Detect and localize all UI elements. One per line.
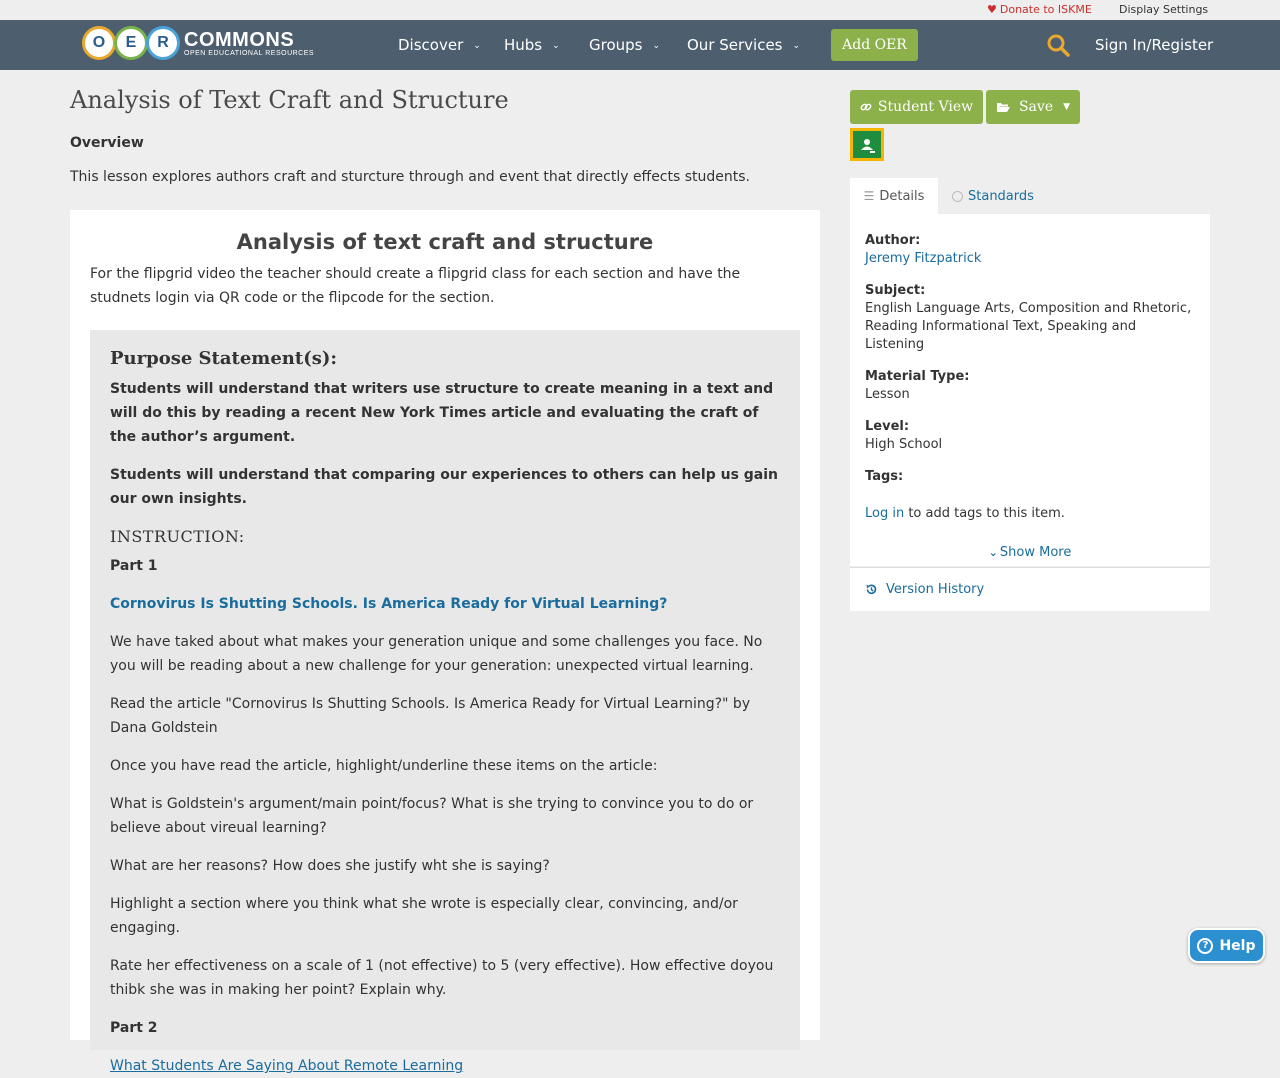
level-value: High School xyxy=(865,437,943,452)
show-more-label: Show More xyxy=(999,545,1072,560)
purpose-statement-2: Students will understand that comparing our experiences to others can help us gain our own insights. xyxy=(110,467,779,507)
purpose-statement-1: Students will understand that writers use structure to create meaning in a text and will do this by reading a recent New York Times article and evaluating the craft of the author’s argument. xyxy=(110,381,774,445)
tab-details[interactable] xyxy=(850,178,938,214)
login-link[interactable]: Log in xyxy=(865,506,905,521)
tags-note-text: to add tags to this item. xyxy=(904,506,1065,521)
paragraph: What are her reasons? How does she justify wht she is saying? xyxy=(110,858,550,874)
history-icon xyxy=(865,583,878,596)
subject-label: Subject: xyxy=(865,283,926,298)
search-icon[interactable] xyxy=(1046,33,1070,57)
logo-letter-r: R xyxy=(146,26,180,60)
google-classroom-icon xyxy=(856,135,878,155)
nav-groups-label: Groups xyxy=(589,36,643,54)
tab-standards-label: Standards xyxy=(968,188,1034,204)
nav-our-services-label: Our Services xyxy=(687,36,783,54)
tags-note xyxy=(865,506,1195,521)
overview-label: Overview xyxy=(70,135,144,151)
level-field xyxy=(865,418,1195,454)
material-type-field xyxy=(865,368,1195,404)
chevron-down-icon: ⌄ xyxy=(988,546,998,559)
instruction-heading: INSTRUCTION: xyxy=(110,527,245,546)
nav-hubs-label: Hubs xyxy=(504,36,543,54)
main-navbar xyxy=(0,20,1280,70)
logo-tagline: OPEN EDUCATIONAL RESOURCES xyxy=(184,49,315,57)
paragraph: What is Goldstein's argument/main point/focus? What is she trying to convince you to do or believe about vireual learning? xyxy=(110,796,754,836)
link-icon xyxy=(860,101,872,113)
subject-value: English Language Arts, Composition and Rhetoric, Reading Informational Text, Speaking and Listening xyxy=(865,301,1192,352)
nav-our-services[interactable] xyxy=(687,36,800,54)
material-type-value: Lesson xyxy=(865,387,910,402)
sign-in-register-link[interactable]: Sign In/Register xyxy=(1095,36,1214,54)
material-type-label: Material Type: xyxy=(865,369,970,384)
author-label: Author: xyxy=(865,233,921,248)
details-panel xyxy=(850,214,1210,566)
save-button[interactable] xyxy=(986,90,1080,124)
part-1-label: Part 1 xyxy=(110,558,158,574)
part-2-label: Part 2 xyxy=(110,1020,158,1036)
paragraph: Highlight a section where you think what she wrote is especially clear, convincing, and/or engaging. xyxy=(110,896,738,936)
donate-link[interactable] xyxy=(987,3,1092,16)
chevron-down-icon: ⌄ xyxy=(792,41,801,51)
tags-label: Tags: xyxy=(865,469,904,484)
paragraph: Once you have read the article, highlight/underline these items on the article: xyxy=(110,758,658,774)
logo-letter-o: O xyxy=(82,26,116,60)
student-view-label: Student View xyxy=(877,99,974,115)
logo-letter-e: E xyxy=(114,26,148,60)
oer-commons-logo[interactable] xyxy=(82,26,314,60)
tags-field xyxy=(865,468,1195,521)
chevron-down-icon: ⌄ xyxy=(652,41,661,51)
logo-wordmark xyxy=(184,30,314,57)
utility-bar xyxy=(0,0,1280,20)
nav-hubs[interactable] xyxy=(504,36,560,54)
student-view-button[interactable] xyxy=(850,90,983,124)
google-classroom-share-button[interactable] xyxy=(850,128,884,161)
nav-discover-label: Discover xyxy=(398,36,464,54)
folder-open-icon xyxy=(996,101,1011,113)
nav-groups[interactable] xyxy=(589,36,660,54)
paragraph: We have taked about what makes your generation unique and some challenges you face. No you will be reading about a new challenge for your generation: unexpected virtual learning. xyxy=(110,634,763,674)
question-icon: ? xyxy=(1197,938,1213,954)
show-more-button[interactable] xyxy=(865,545,1195,560)
save-label: Save xyxy=(1018,99,1054,115)
version-history-link[interactable] xyxy=(850,567,1210,611)
list-icon: ☰ xyxy=(863,189,875,203)
display-settings-link[interactable]: Display Settings xyxy=(1119,3,1209,16)
lesson-heading: Analysis of text craft and structure xyxy=(236,230,654,254)
details-tabs xyxy=(850,178,1210,214)
purpose-heading: Purpose Statement(s): xyxy=(110,348,338,369)
heart-icon: ♥ xyxy=(987,3,997,16)
lesson-content-card xyxy=(70,210,820,1074)
chevron-down-icon: ⌄ xyxy=(552,41,560,51)
author-field xyxy=(865,232,1195,268)
chevron-down-icon: ⌄ xyxy=(473,41,481,51)
lesson-body xyxy=(90,330,800,1074)
page-title: Analysis of Text Craft and Structure xyxy=(70,86,509,114)
version-history-label: Version History xyxy=(886,582,985,597)
lesson-intro: For the flipgrid video the teacher should create a flipgrid class for each section and have the studnets login via QR code or the flipcode for the section. xyxy=(90,266,741,306)
level-label: Level: xyxy=(865,419,910,434)
subject-field xyxy=(865,282,1195,354)
add-oer-button[interactable]: Add OER xyxy=(831,29,918,61)
help-label: Help xyxy=(1219,937,1256,954)
author-link[interactable]: Jeremy Fitzpatrick xyxy=(865,251,982,266)
tab-details-label: Details xyxy=(879,188,925,204)
donate-label: Donate to ISKME xyxy=(999,3,1092,16)
circle-icon xyxy=(952,191,963,202)
article-link[interactable]: Cornovirus Is Shutting Schools. Is America Ready for Virtual Learning? xyxy=(110,596,668,612)
overview-text: This lesson explores authors craft and sturcture through and event that directly effects students. xyxy=(70,169,751,185)
help-button[interactable] xyxy=(1188,928,1265,963)
tab-standards[interactable] xyxy=(952,178,1034,214)
paragraph: Rate her effectiveness on a scale of 1 (not effective) to 5 (very effective). How effective doyou thibk she was in making her point? Explain why. xyxy=(110,958,774,998)
remote-learning-link[interactable]: What Students Are Saying About Remote Learning xyxy=(110,1058,464,1074)
nav-discover[interactable] xyxy=(398,36,481,54)
paragraph: Read the article "Cornovirus Is Shutting Schools. Is America Ready for Virtual Learning?" by Dana Goldstein xyxy=(110,696,751,736)
caret-down-icon: ▼ xyxy=(1063,102,1071,112)
logo-word: COMMONS xyxy=(184,28,295,51)
